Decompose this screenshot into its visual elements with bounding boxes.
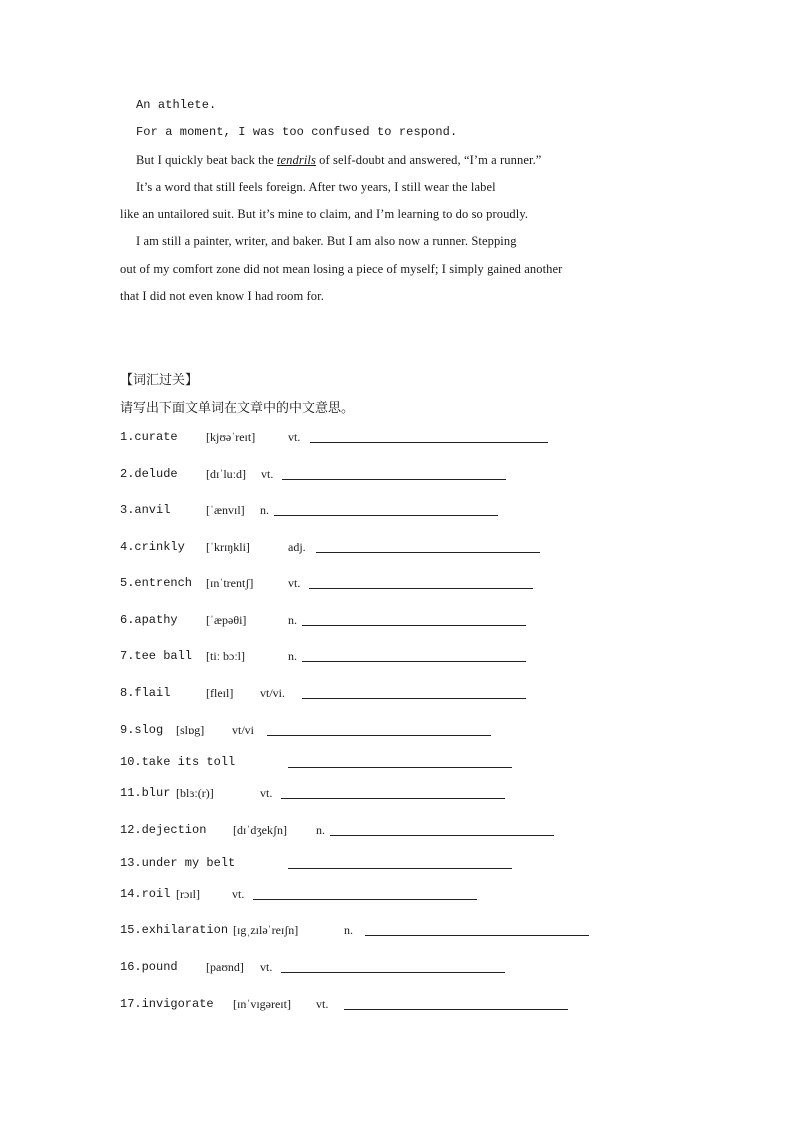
- vocab-pos: n.: [288, 613, 297, 627]
- vocab-word: 11.blur: [120, 786, 171, 800]
- answer-blank[interactable]: [282, 466, 506, 480]
- answer-blank[interactable]: [309, 575, 533, 589]
- vocab-phonetic: [ɪnˈtrentʃ]: [206, 576, 254, 590]
- vocab-phonetic: [ɪgˌzɪləˈreɪʃn]: [233, 923, 299, 937]
- vocab-word: 15.exhilaration: [120, 923, 229, 937]
- answer-blank[interactable]: [344, 996, 568, 1010]
- vocab-word: 4.crinkly: [120, 540, 185, 554]
- vocab-phonetic: [ˈæpəθi]: [206, 613, 247, 627]
- passage-paragraph-3: [120, 147, 676, 174]
- answer-blank[interactable]: [302, 648, 526, 662]
- vocab-phonetic: [tiː bɔːl]: [206, 649, 245, 663]
- vocab-word: 17.invigorate: [120, 997, 214, 1011]
- vocab-word: 6.apathy: [120, 613, 178, 627]
- answer-blank[interactable]: [253, 886, 477, 900]
- vocab-pos: adj.: [288, 540, 306, 554]
- vocab-pos: n.: [344, 923, 353, 937]
- answer-blank[interactable]: [274, 502, 498, 516]
- answer-blank[interactable]: [330, 822, 554, 836]
- vocab-word: 3.anvil: [120, 503, 171, 517]
- vocab-phonetic: [slɒg]: [176, 723, 205, 737]
- answer-blank[interactable]: [302, 685, 526, 699]
- vocab-phonetic: [ˈænvɪl]: [206, 503, 245, 517]
- vocab-pos: n.: [316, 823, 325, 837]
- vocab-pos: vt.: [316, 997, 329, 1011]
- passage-paragraph-1: An athlete.: [136, 98, 217, 112]
- passage-p3-after: of self-doubt and answered, “I’m a runner.”: [315, 152, 542, 167]
- passage-paragraph-4-line-1: It’s a word that still feels foreign. After two years, I still wear the label: [136, 179, 496, 194]
- vocab-phonetic: [ˈkrɪŋkli]: [206, 540, 250, 554]
- vocab-pos: n.: [288, 649, 297, 663]
- answer-blank[interactable]: [281, 959, 505, 973]
- vocab-word: 7.tee ball: [120, 649, 193, 663]
- passage-keyword-tendrils: tendrils: [276, 152, 316, 167]
- vocab-phonetic: [ɪnˈvɪgəreɪt]: [233, 997, 291, 1011]
- vocab-phonetic: [kjʊəˈreɪt]: [206, 430, 256, 444]
- vocab-word: 1.curate: [120, 430, 178, 444]
- vocab-word: 9.slog: [120, 723, 164, 737]
- answer-blank[interactable]: [310, 429, 548, 443]
- vocab-word: 5.entrench: [120, 576, 193, 590]
- vocab-pos: vt/vi: [232, 723, 255, 737]
- answer-blank[interactable]: [365, 922, 589, 936]
- vocab-word: 12.dejection: [120, 823, 207, 837]
- section-instruction: 请写出下面文单词在文章中的中文意思。: [120, 401, 355, 416]
- vocab-phonetic: [fleɪl]: [206, 686, 234, 700]
- vocab-word: 13.under my belt: [120, 856, 236, 870]
- passage-paragraph-5-line-3: that I did not even know I had room for.: [120, 289, 324, 304]
- answer-blank[interactable]: [281, 785, 505, 799]
- vocab-pos: vt.: [232, 887, 245, 901]
- answer-blank[interactable]: [316, 539, 540, 553]
- answer-blank[interactable]: [288, 754, 512, 768]
- vocab-pos: vt.: [260, 960, 273, 974]
- passage: [120, 92, 676, 310]
- vocab-word: 8.flail: [120, 686, 171, 700]
- vocab-pos: n.: [260, 503, 269, 517]
- vocab-pos: vt/vi.: [260, 686, 286, 700]
- vocab-phonetic: [dɪˈluːd]: [206, 467, 246, 481]
- section-heading: 【词汇过关】: [120, 373, 199, 388]
- answer-blank[interactable]: [267, 722, 491, 736]
- vocab-word: 14.roil: [120, 887, 171, 901]
- passage-paragraph-5-line-2: out of my comfort zone did not mean losing a piece of myself; I simply gained another: [120, 261, 563, 276]
- answer-blank[interactable]: [288, 855, 512, 869]
- passage-p3-before: But I quickly beat back the: [136, 152, 277, 167]
- vocab-phonetic: [blɜː(r)]: [176, 786, 214, 800]
- vocab-word: 10.take its toll: [120, 755, 236, 769]
- vocab-phonetic: [dɪˈdʒekʃn]: [233, 823, 287, 837]
- passage-paragraph-5-line-1: I am still a painter, writer, and baker. But I am also now a runner. Stepping: [136, 234, 517, 249]
- vocab-pos: vt.: [288, 576, 301, 590]
- vocab-word: 2.delude: [120, 467, 178, 481]
- passage-paragraph-2: For a moment, I was too confused to respond.: [136, 125, 458, 140]
- vocab-pos: vt.: [260, 786, 273, 800]
- vocab-pos: vt.: [288, 430, 301, 444]
- passage-paragraph-4-line-2: like an untailored suit. But it’s mine to claim, and I’m learning to do so proudly.: [120, 207, 529, 222]
- vocab-word: 16.pound: [120, 960, 178, 974]
- vocab-phonetic: [rɔɪl]: [176, 887, 200, 901]
- vocab-pos: vt.: [261, 467, 274, 481]
- answer-blank[interactable]: [302, 612, 526, 626]
- vocab-phonetic: [paʊnd]: [206, 960, 244, 974]
